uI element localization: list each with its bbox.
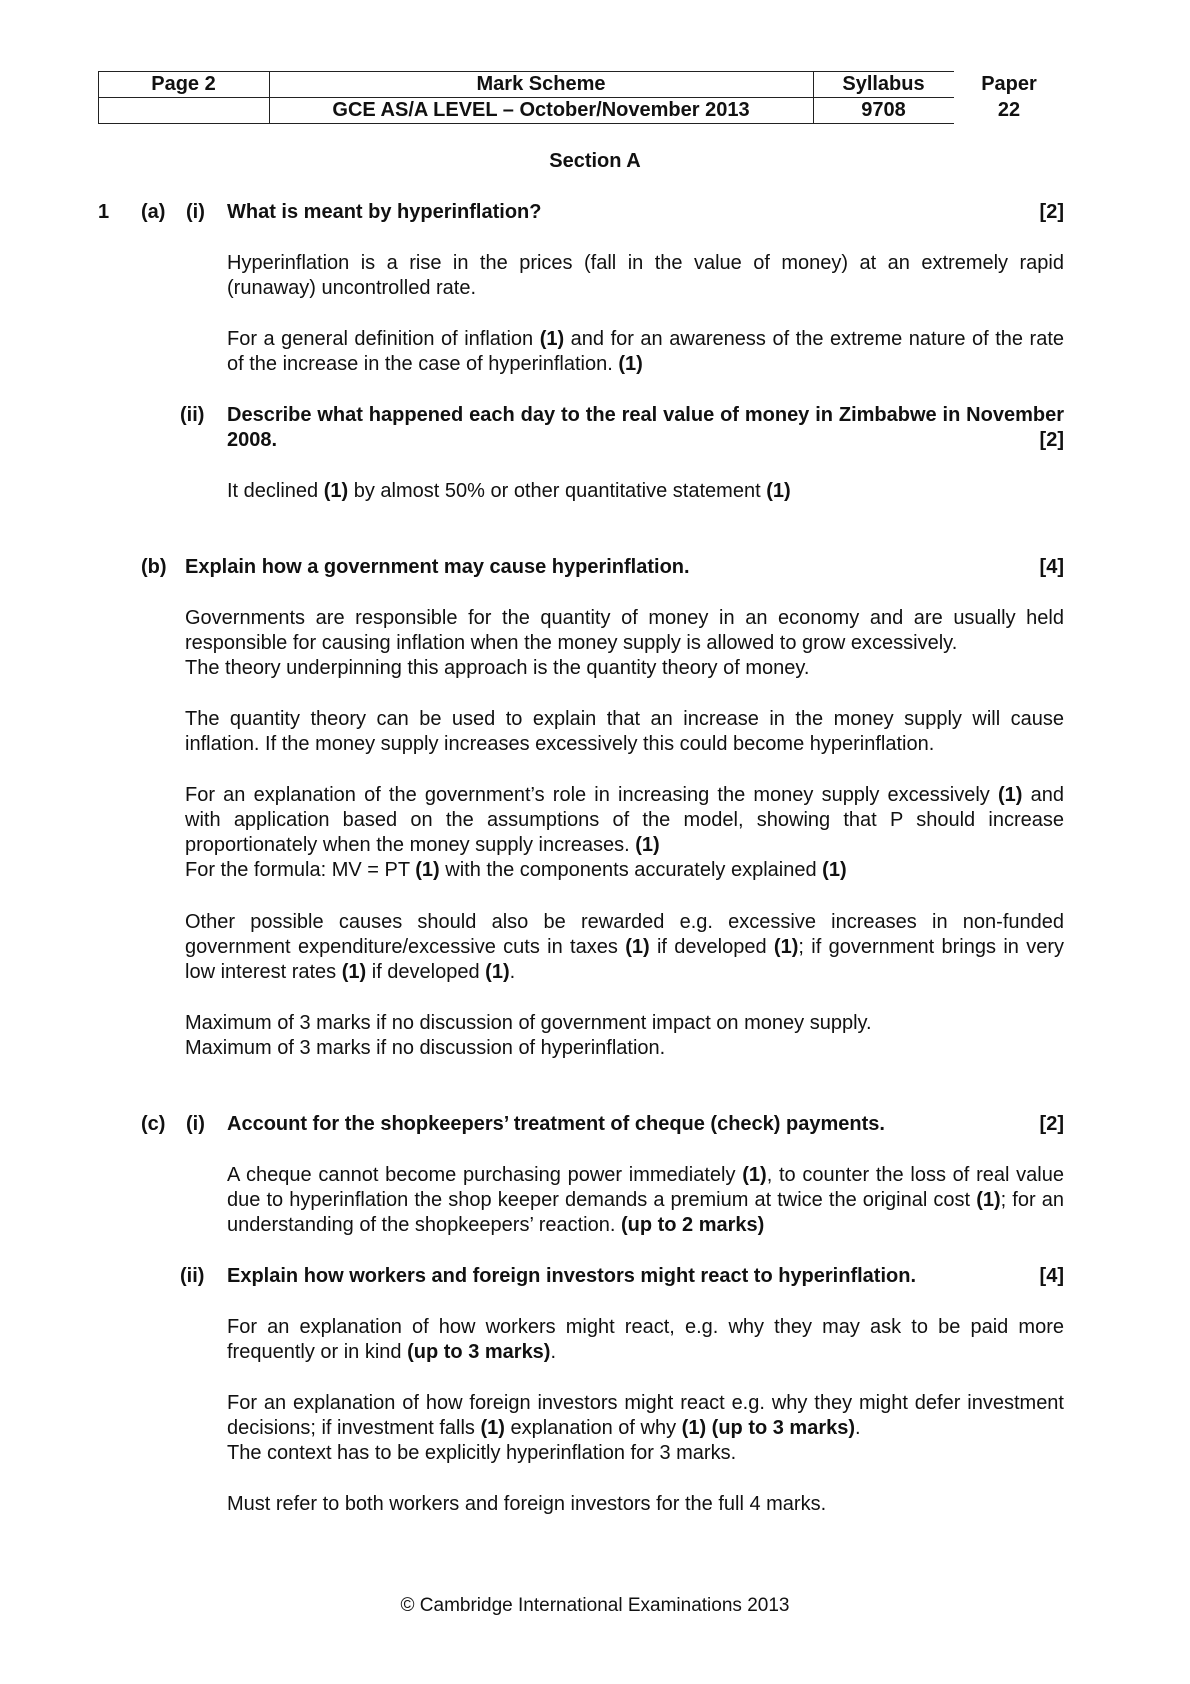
- part-label-b: (b): [141, 556, 167, 578]
- header-syllabus-label: Syllabus: [842, 73, 925, 95]
- subpart-label-a-ii: (ii): [180, 404, 205, 426]
- question-c-i: Account for the shopkeepers’ treatment of cheque (check) payments.: [227, 1113, 885, 1135]
- footer-copyright: © Cambridge International Examinations 2013: [400, 1595, 790, 1616]
- question-number: 1: [98, 201, 110, 223]
- subpart-label-a-i: (i): [186, 201, 205, 223]
- header-mark-scheme: Mark Scheme: [476, 73, 606, 95]
- answer-c-ii-p2: For an explanation of how foreign investors might react e.g. why they might defer investment decisions; if investment falls (1) explanation of why (1) (up to 3 marks).: [227, 1392, 1064, 1439]
- answer-b-p2: The quantity theory can be used to explain that an increase in the money supply will cause inflation. If the money supply increases excessively this could become hyperinflation.: [185, 708, 1064, 755]
- answer-a-i-p1: Hyperinflation is a rise in the prices (fall in the value of money) at an extremely rapid (runaway) uncontrolled rate.: [227, 252, 1064, 299]
- marks-a-i: [2]: [1039, 201, 1064, 223]
- header-paper: 22: [997, 99, 1021, 121]
- answer-b-p1: Governments are responsible for the quantity of money in an economy and are usually held responsible for causing inflation when the money supply is allowed to grow excessively.: [185, 607, 1064, 654]
- marks-c-ii: [4]: [1039, 1265, 1064, 1287]
- subpart-label-c-i: (i): [186, 1113, 205, 1135]
- answer-c-ii-p1: For an explanation of how workers might react, e.g. why they may ask to be paid more frequently or in kind (up to 3 marks).: [227, 1316, 1064, 1363]
- answer-c-ii-p3: Must refer to both workers and foreign investors for the full 4 marks.: [227, 1493, 827, 1515]
- answer-a-ii-p1: It declined (1) by almost 50% or other quantitative statement (1): [227, 480, 791, 502]
- answer-c-ii-p2b: The context has to be explicitly hyperinflation for 3 marks.: [227, 1442, 737, 1464]
- header-paper-label: Paper: [981, 73, 1037, 95]
- header-page: Page 2: [151, 73, 216, 95]
- answer-a-i-p2: For a general definition of inflation (1) and for an awareness of the extreme nature of the rate of the increase in the case of hyperinflation. (1): [227, 328, 1064, 375]
- question-b: Explain how a government may cause hyperinflation.: [185, 556, 690, 578]
- header-syllabus: 9708: [861, 99, 906, 121]
- answer-b-p3: For an explanation of the government’s role in increasing the money supply excessively (1) and with application based on the assumptions of the model, showing that P should increase proportionately when the money supply increases. (1): [185, 784, 1064, 856]
- section-title: Section A: [549, 150, 641, 172]
- answer-c-i-p1: A cheque cannot become purchasing power immediately (1), to counter the loss of real value due to hyperinflation the shop keeper demands a premium at twice the original cost (1); for an understanding of the shopkeepers’ reaction. (up to 2 marks): [227, 1164, 1064, 1236]
- marks-c-i: [2]: [1039, 1113, 1064, 1135]
- answer-b-p7: Maximum of 3 marks if no discussion of hyperinflation.: [185, 1037, 666, 1059]
- question-c-ii: Explain how workers and foreign investors might react to hyperinflation.: [227, 1265, 917, 1287]
- answer-b-p1b: The theory underpinning this approach is the quantity theory of money.: [185, 657, 810, 679]
- subpart-label-c-ii: (ii): [180, 1265, 205, 1287]
- header-rule: [98, 123, 954, 124]
- answer-b-p4: For the formula: MV = PT (1) with the components accurately explained (1): [185, 859, 847, 881]
- answer-b-p6: Maximum of 3 marks if no discussion of government impact on money supply.: [185, 1012, 872, 1034]
- marks-a-ii: [2]: [1039, 429, 1064, 451]
- marks-b: [4]: [1039, 556, 1064, 578]
- part-label-c: (c): [141, 1113, 166, 1135]
- header-table: [98, 71, 1064, 123]
- answer-b-p5: Other possible causes should also be rewarded e.g. excessive increases in non-funded government expenditure/excessive cuts in taxes (1) if developed (1); if government brings in very low interest rates (1) if developed (1).: [185, 911, 1064, 983]
- question-a-i: What is meant by hyperinflation?: [227, 201, 542, 223]
- part-label-a: (a): [141, 201, 166, 223]
- header-exam: GCE AS/A LEVEL – October/November 2013: [332, 99, 750, 121]
- question-a-ii: Describe what happened each day to the real value of money in Zimbabwe in November 2008.: [227, 404, 1064, 451]
